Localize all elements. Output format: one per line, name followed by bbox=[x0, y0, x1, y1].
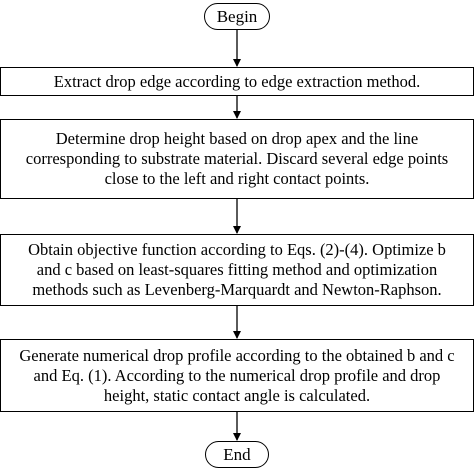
step-1-text bbox=[54, 72, 421, 92]
step-2-text bbox=[26, 129, 448, 189]
step-3-line-2: and c based on least-squares fitting method and optimization bbox=[36, 260, 438, 279]
step-3-text bbox=[28, 240, 446, 300]
step-2-box bbox=[0, 119, 474, 199]
step-3-box bbox=[0, 234, 474, 306]
begin-label: Begin bbox=[216, 7, 258, 26]
step-1-line-1: Extract drop edge according to edge extraction method. bbox=[53, 71, 421, 91]
step-2-line-1: Determine drop height based on drop apex and the line bbox=[55, 129, 419, 148]
step-4-line-1: Generate numerical drop profile according to the obtained b and c bbox=[19, 345, 455, 365]
step-1-box bbox=[0, 67, 474, 96]
step-4-line-2: and Eq. (1). According to the numerical drop profile and drop bbox=[33, 365, 441, 385]
end-terminal bbox=[205, 441, 269, 468]
step-2-line-3: close to the left and right contact points. bbox=[104, 169, 370, 188]
step-4-box bbox=[0, 339, 474, 412]
step-3-line-1: Obtain objective function according to Eqs. (2)-(4). Optimize b bbox=[28, 240, 446, 259]
step-4-text bbox=[19, 346, 454, 406]
step-4-line-3: height, static contact angle is calculated. bbox=[103, 385, 371, 405]
step-3-line-3: methods such as Levenberg-Marquardt and Newton-Raphson. bbox=[32, 280, 442, 299]
step-2-line-2: corresponding to substrate material. Discard several edge points bbox=[25, 149, 449, 168]
end-label: End bbox=[223, 445, 251, 464]
begin-terminal bbox=[204, 3, 270, 30]
